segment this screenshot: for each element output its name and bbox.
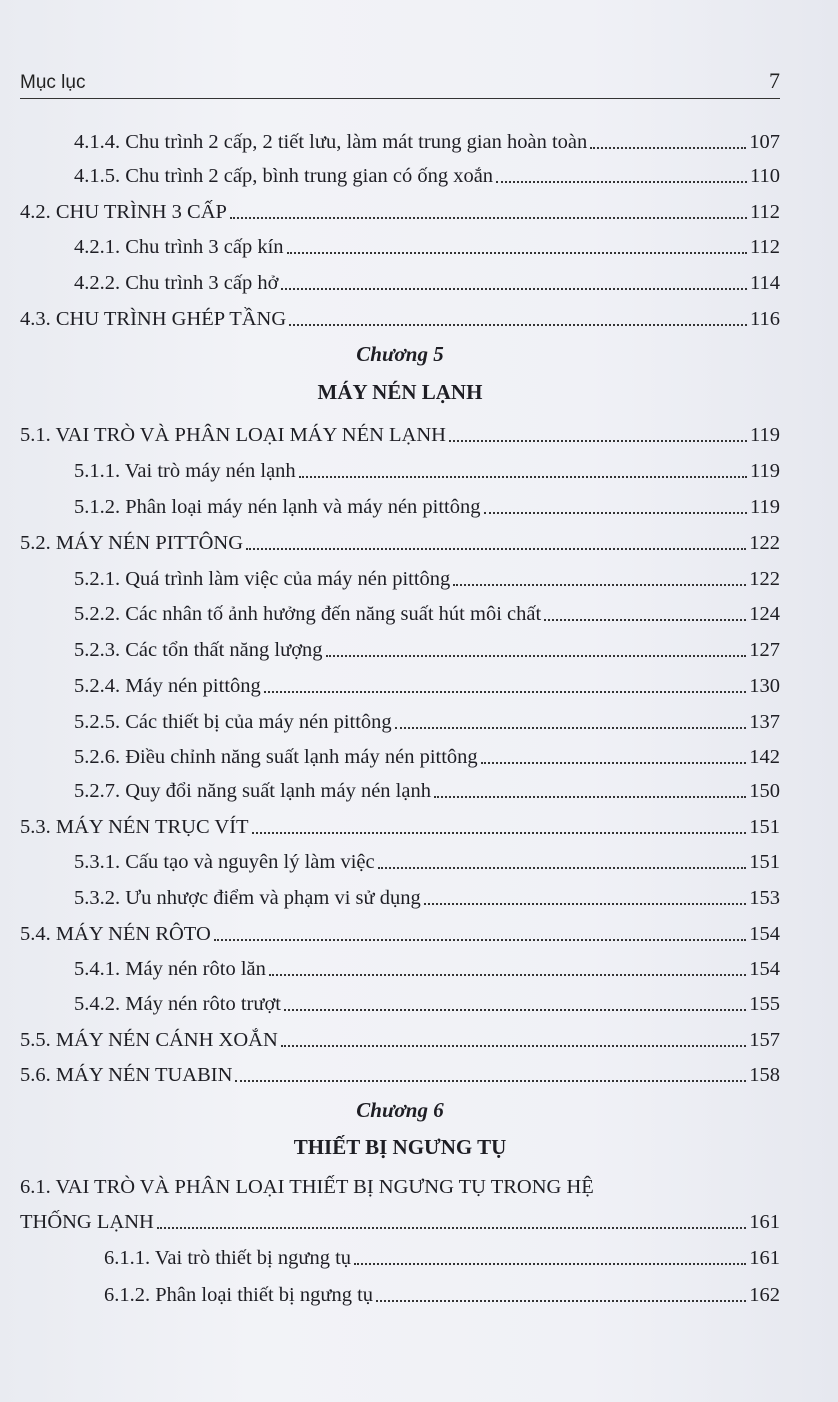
toc-leader-dots [284, 1009, 746, 1011]
toc-entry [74, 456, 780, 486]
toc-entry [20, 812, 780, 842]
toc-entry [74, 161, 780, 191]
toc-leader-dots [484, 512, 747, 514]
toc-entry-page: 114 [750, 272, 780, 294]
toc-entry [20, 528, 780, 558]
toc-entry-label: 5.4. MÁY NÉN RÔTO [20, 923, 211, 945]
toc-entry-page: 119 [750, 424, 780, 446]
toc-entry [74, 671, 780, 701]
toc-leader-dots [395, 727, 747, 729]
toc-entry-label: 5.3. MÁY NÉN TRỤC VÍT [20, 816, 249, 838]
toc-entry [74, 883, 780, 913]
toc-entry-page: 122 [749, 568, 780, 590]
toc-entry-page: 112 [750, 236, 780, 258]
toc-entry-label: 5.6. MÁY NÉN TUABIN [20, 1064, 233, 1086]
toc-entry-label: 4.3. CHU TRÌNH GHÉP TẦNG [20, 308, 287, 330]
toc-entry-page: 157 [749, 1029, 780, 1051]
page-number: 7 [769, 68, 780, 93]
toc-leader-dots [281, 1045, 746, 1047]
toc-entry [20, 420, 780, 450]
toc-entry-page: 155 [749, 993, 780, 1015]
toc-leader-dots [230, 217, 747, 219]
toc-entry-label: THỐNG LẠNH [20, 1211, 154, 1233]
toc-leader-dots [354, 1263, 746, 1265]
toc-entry [74, 742, 780, 772]
toc-entry [20, 1207, 780, 1237]
toc-entry-page: 161 [749, 1211, 780, 1233]
toc-entry-page: 150 [749, 780, 780, 802]
toc-entry-label: 5.4.1. Máy nén rôto lăn [74, 958, 266, 980]
toc-entry-page: 151 [749, 816, 780, 838]
toc-leader-dots [214, 939, 746, 941]
toc-entry-label: 4.2.1. Chu trình 3 cấp kín [74, 236, 284, 258]
toc-leader-dots [434, 796, 746, 798]
toc-entry [74, 847, 780, 877]
chapter-title: MÁY NÉN LẠNH [317, 380, 483, 404]
toc-entry-label: 4.1.4. Chu trình 2 cấp, 2 tiết lưu, làm mát trung gian hoàn toàn [74, 131, 588, 153]
toc-entry-page: 142 [749, 746, 780, 768]
toc-entry-label: 5.2.3. Các tổn thất năng lượng [74, 639, 323, 661]
toc-leader-dots [269, 974, 746, 976]
toc-entry-page: 154 [749, 923, 780, 945]
toc-entry [74, 989, 780, 1019]
running-header [20, 64, 780, 99]
toc-entry-label: 5.2.4. Máy nén pittông [74, 675, 261, 697]
toc-leader-dots [289, 324, 747, 326]
toc-entry [20, 1060, 780, 1090]
toc-entry-page: 124 [749, 603, 780, 625]
toc-entry-label: 4.1.5. Chu trình 2 cấp, bình trung gian có ống xoắn [74, 165, 494, 187]
toc-leader-dots [326, 655, 747, 657]
toc-entry [74, 707, 780, 737]
toc-leader-dots [246, 548, 746, 550]
toc-entry [104, 1280, 780, 1310]
toc-entry [74, 127, 780, 157]
toc-leader-dots [481, 762, 747, 764]
toc-entry-label: 5.5. MÁY NÉN CÁNH XOẮN [20, 1029, 278, 1051]
toc-entry-page: 119 [750, 496, 780, 518]
toc-entry-page: 151 [749, 851, 780, 873]
chapter-heading: Chương 5 [356, 342, 444, 366]
toc-entry [74, 268, 780, 298]
toc-entry [20, 1025, 780, 1055]
toc-entry [74, 954, 780, 984]
toc-entry-label: 6.1.1. Vai trò thiết bị ngưng tụ [104, 1247, 352, 1269]
toc-entry-page: 119 [750, 460, 780, 482]
toc-entry [74, 776, 780, 806]
toc-leader-dots [449, 440, 747, 442]
toc-entry-label: 4.2. CHU TRÌNH 3 CẤP [20, 201, 227, 223]
toc-entry-page: 122 [749, 532, 780, 554]
toc-leader-dots [281, 288, 747, 290]
toc-entry [74, 635, 780, 665]
toc-leader-dots [544, 619, 746, 621]
toc-leader-dots [453, 584, 746, 586]
toc-entry [20, 919, 780, 949]
toc-entry-label: 5.3.2. Ưu nhược điểm và phạm vi sử dụng [74, 887, 421, 909]
toc-entry-label: 6.1.2. Phân loại thiết bị ngưng tụ [104, 1284, 374, 1306]
toc-entry-label: 5.1.2. Phân loại máy nén lạnh và máy nén pittông [74, 496, 481, 518]
toc-entry-page: 158 [749, 1064, 780, 1086]
toc-entry-page: 112 [750, 201, 780, 223]
toc-entry-label: 5.2.2. Các nhân tố ảnh hưởng đến năng suất hút môi chất [74, 603, 542, 625]
toc-leader-dots [424, 903, 747, 905]
toc-entry [20, 304, 780, 334]
toc-entry-page: 107 [749, 131, 780, 153]
toc-leader-dots [378, 867, 747, 869]
toc-entry [74, 492, 780, 522]
toc-entry-page: 110 [750, 165, 780, 187]
toc-leader-dots [287, 252, 747, 254]
toc-entry-page: 162 [749, 1284, 780, 1306]
toc-entry [104, 1243, 780, 1273]
toc-entry [74, 232, 780, 262]
toc-entry-label: 5.1. VAI TRÒ VÀ PHÂN LOẠI MÁY NÉN LẠNH [20, 424, 446, 446]
toc-entry-page: 127 [749, 639, 780, 661]
toc-leader-dots [496, 181, 747, 183]
toc-leader-dots [235, 1080, 746, 1082]
toc-entry-page: 137 [749, 711, 780, 733]
toc-entry-label: 5.1.1. Vai trò máy nén lạnh [74, 460, 296, 482]
toc-leader-dots [299, 476, 747, 478]
toc-leader-dots [252, 832, 747, 834]
toc-entry-label: 5.3.1. Cấu tạo và nguyên lý làm việc [74, 851, 375, 873]
toc-entry-label: 5.2.5. Các thiết bị của máy nén pittông [74, 711, 392, 733]
toc-entry-label: 4.2.2. Chu trình 3 cấp hở [74, 272, 279, 294]
toc-entry-page: 130 [749, 675, 780, 697]
toc-entry-page: 161 [749, 1247, 780, 1269]
toc-leader-dots [157, 1227, 746, 1229]
chapter-heading: Chương 6 [356, 1098, 444, 1122]
toc-entry [74, 599, 780, 629]
toc-entry-page: 153 [749, 887, 780, 909]
toc-entry-label: 5.2.1. Quá trình làm việc của máy nén pittông [74, 568, 451, 590]
toc-entry [20, 197, 780, 227]
chapter-title: THIẾT BỊ NGƯNG TỤ [293, 1135, 507, 1159]
toc-entry-page: 116 [750, 308, 780, 330]
toc-entry-label: 5.2. MÁY NÉN PITTÔNG [20, 532, 244, 554]
toc-leader-dots [264, 691, 746, 693]
toc-entry-page: 154 [749, 958, 780, 980]
running-header-title: Mục lục [20, 72, 86, 93]
toc-entry-label: 5.2.7. Quy đổi năng suất lạnh máy nén lạnh [74, 780, 431, 802]
toc-leader-dots [376, 1300, 746, 1302]
toc-entry [74, 564, 780, 594]
toc-entry-line1: 6.1. VAI TRÒ VÀ PHÂN LOẠI THIẾT BỊ NGƯNG TỤ TRONG HỆ [20, 1176, 594, 1198]
toc-leader-dots [590, 147, 746, 149]
toc-entry-label: 5.2.6. Điều chỉnh năng suất lạnh máy nén pittông [74, 746, 478, 768]
toc-entry-label: 5.4.2. Máy nén rôto trượt [74, 993, 281, 1015]
